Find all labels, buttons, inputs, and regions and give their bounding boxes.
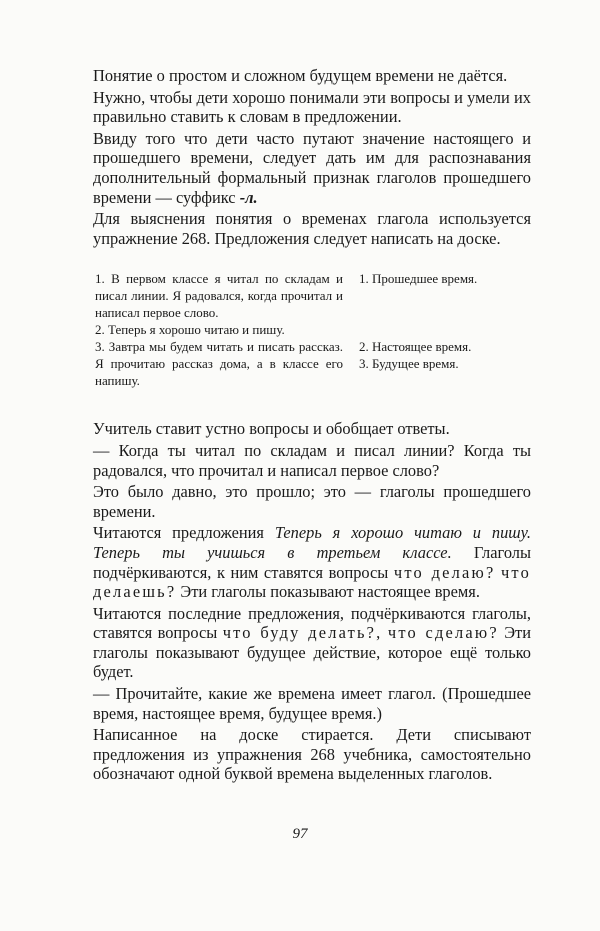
- paragraph-11: Написанное на доске стирается. Дети списывают предложения из упражнения 268 учебника, самостоятельно обозначают одной буквой времена выделенных глаголов.: [93, 725, 531, 784]
- paragraph-6: — Когда ты читал по складам и писал линии? Когда ты радовался, что прочитал и написал первое слово?: [93, 440, 531, 480]
- paragraph-1: Понятие о простом и сложном будущем времени не даётся.: [93, 66, 508, 85]
- paragraph-3: [93, 129, 531, 207]
- p9-text-a: Читаются последние предложения, подчёркиваются глаголы, ставятся вопросы: [93, 603, 531, 643]
- p8-question-2: что делаешь?: [93, 562, 531, 602]
- paragraph-2: Нужно, чтобы дети хорошо понимали эти вопросы и умели их правильно ставить к словам в предложении.: [93, 87, 531, 127]
- page-number: 97: [292, 826, 308, 842]
- p8-text-a: Читаются предложения: [93, 523, 275, 543]
- exercise-board: [93, 270, 531, 389]
- paragraph-9: [93, 604, 531, 682]
- exercise-sentence-3: 3. Завтра мы будем читать и писать рассказ. Я прочитаю рассказ дома, а в классе его напишу.: [95, 339, 343, 389]
- suffix-l: -л.: [239, 187, 258, 207]
- paragraph-5: Учитель ставит устно вопросы и обобщает ответы.: [93, 419, 450, 439]
- p9-question-1: что буду делать?,: [222, 623, 383, 643]
- exercise-sentence-1: 1. В первом классе я читал по складам и писал линии. Я радовался, когда прочитал и написал первое слово.: [95, 271, 343, 321]
- exercise-sentence-2: 2. Теперь я хорошо читаю и пишу.: [95, 322, 285, 338]
- paragraph-3-text: Ввиду того что дети часто путают значение настоящего и прошедшего времени, следует дать им для распознавания дополнительный формальный признак глаголов прошедшего времени — суффикс: [93, 128, 531, 207]
- exercise-sentences: [93, 270, 343, 389]
- paragraph-10: — Прочитайте, какие же времена имеет глагол. (Прошедшее время, настоящее время, будущее время.): [93, 684, 531, 723]
- paragraph-4: Для выяснения понятия о временах глагола используется упражнение 268. Предложения следует написать на доске.: [93, 209, 531, 248]
- p9-question-2: что сделаю?: [387, 623, 499, 643]
- p8-question-1: что делаю?: [393, 562, 496, 582]
- paragraph-8: [93, 523, 531, 601]
- page-text: [93, 66, 531, 784]
- exercise-tense-2: 2. Настоящее время.: [359, 339, 472, 355]
- p9-text-c: Эти глаголы показывают будущее действие, которое ещё только будет.: [93, 623, 531, 682]
- p8-text-b: Глаголы подчёркиваются, к ним ставятся вопросы: [93, 542, 531, 582]
- exercise-tenses: [343, 270, 531, 389]
- p8-text-d: Эти глаголы показывают настоящее время.: [176, 582, 480, 602]
- exercise-tense-1: 1. Прошедшее время.: [359, 271, 478, 287]
- p8-italic-sentences: Теперь я хорошо читаю и пишу. Теперь ты учишься в третьем классе.: [93, 523, 531, 562]
- exercise-tense-3: 3. Будущее время.: [359, 356, 459, 372]
- paragraph-7: Это было давно, это прошло; это — глаголы прошедшего времени.: [93, 482, 531, 521]
